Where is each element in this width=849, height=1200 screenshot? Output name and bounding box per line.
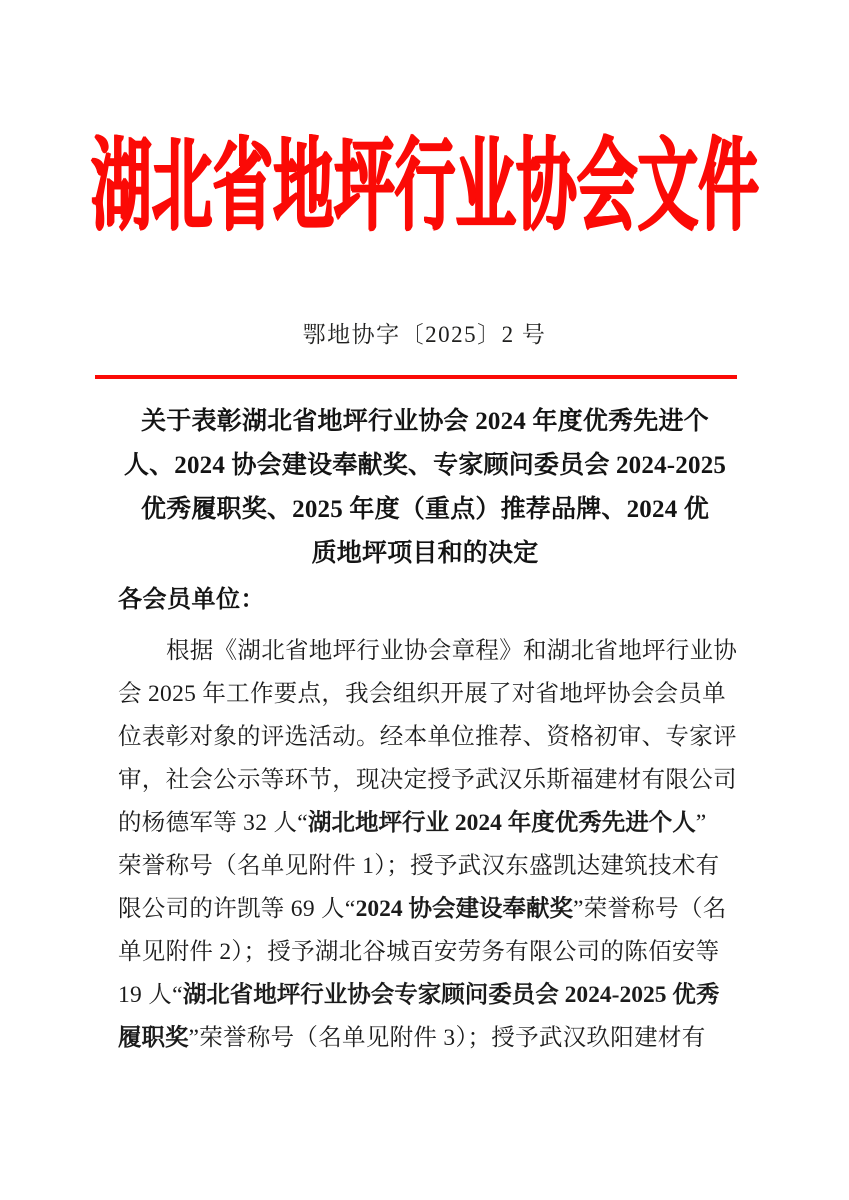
award-name-emphasis: 湖北省地坪行业协会专家顾问委员会 2024-2025 优秀	[182, 982, 720, 1008]
body-line: 单见附件 2）；授予湖北谷城百安劳务有限公司的陈佰安等	[118, 939, 720, 965]
body-line: 审，社会公示等环节，现决定授予武汉乐斯福建材有限公司	[118, 767, 737, 793]
heading-line-1: 关于表彰湖北省地坪行业协会 2024 年度优秀先进个	[141, 408, 709, 435]
document-heading	[118, 400, 732, 576]
body-line: 荣誉称号（名单见附件 1）；授予武汉东盛凯达建筑技术有	[118, 853, 720, 879]
salutation: 各会员单位：	[118, 587, 265, 613]
body-line: 19 人“湖北省地坪行业协会专家顾问委员会 2024-2025 优秀	[118, 982, 720, 1008]
heading-line-3: 优秀履职奖、2025 年度（重点）推荐品牌、2024 优	[140, 496, 710, 523]
body-line: 的杨德军等 32 人“湖北地坪行业 2024 年度优秀先进个人”	[118, 810, 707, 836]
award-name-emphasis: 湖北地坪行业 2024 年度优秀先进个人	[307, 810, 696, 836]
heading-line-4: 质地坪项目和的决定	[311, 540, 539, 567]
body-text	[118, 630, 738, 1060]
body-line: 限公司的许凯等 69 人“2024 协会建设奉献奖”荣誉称号（名	[118, 896, 727, 922]
document-number: 鄂地协字〔2025〕2 号	[302, 322, 547, 347]
body-line: 会 2025 年工作要点，我会组织开展了对省地坪协会会员单	[118, 681, 726, 707]
heading-line-2: 人、2024 协会建设奉献奖、专家顾问委员会 2024-2025	[123, 452, 727, 479]
masthead	[0, 131, 849, 243]
award-name-emphasis: 履职奖	[118, 1025, 189, 1051]
body-line: 履职奖”荣誉称号（名单见附件 3）；授予武汉玖阳建材有	[118, 1025, 706, 1051]
masthead-title: 湖北省地坪行业协会文件	[90, 131, 759, 243]
body-line: 根据《湖北省地坪行业协会章程》和湖北省地坪行业协	[166, 638, 738, 664]
body-line: 位表彰对象的评选活动。经本单位推荐、资格初审、专家评	[118, 724, 737, 750]
red-separator-rule	[95, 375, 737, 379]
award-name-emphasis: 2024 协会建设奉献奖	[355, 896, 573, 922]
